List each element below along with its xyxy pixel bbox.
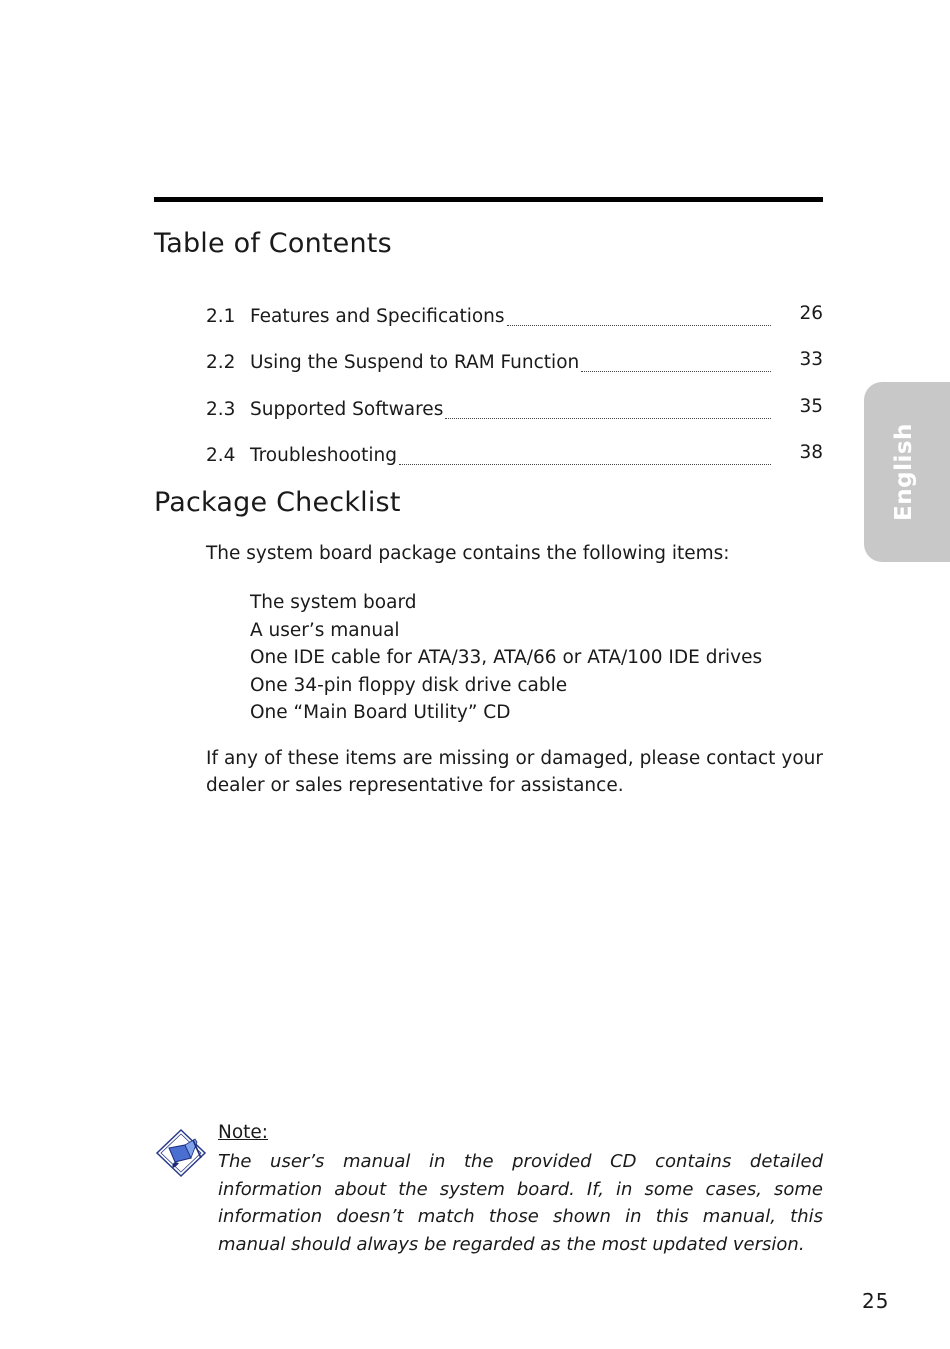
toc-entry-page: 38 (799, 442, 823, 464)
top-rule (154, 197, 823, 202)
toc-entry-page: 35 (799, 395, 823, 417)
toc-dot-leader (399, 464, 771, 465)
toc-entry-label: Features and Specifications (250, 305, 505, 327)
toc-entry-number: 2.2 (206, 352, 236, 374)
toc-entry-number: 2.1 (206, 305, 236, 327)
checklist-items (250, 589, 762, 727)
note-body: The user’s manual in the provided CD contains detailed information about the system board. If, in some cases, some information doesn’t match those shown in this manual, this manual should always be regarded as the most updated version. (218, 1151, 823, 1255)
note-title: Note: (218, 1122, 269, 1143)
checklist-closing: If any of these items are missing or damaged, please contact your dealer or sales representative for assistance. (206, 748, 823, 796)
toc-entry-number: 2.3 (206, 398, 236, 420)
toc-entry[interactable] (206, 340, 823, 387)
list-item: A user’s manual (250, 619, 400, 641)
toc-entry[interactable] (206, 386, 823, 433)
toc-entry[interactable] (206, 433, 823, 480)
toc-entry-page: 26 (799, 302, 823, 324)
table-of-contents (206, 293, 823, 479)
toc-dot-leader (507, 325, 771, 326)
note-pencil-icon (155, 1128, 207, 1178)
toc-entry-page: 33 (799, 349, 823, 371)
checklist-intro: The system board package contains the following items: (206, 543, 730, 564)
toc-entry-label: Troubleshooting (250, 445, 397, 467)
list-item: One “Main Board Utility” CD (250, 702, 511, 723)
list-item: The system board (250, 592, 417, 613)
list-item: One IDE cable for ATA/33, ATA/66 or ATA/100 IDE drives (250, 647, 763, 668)
toc-entry-label: Supported Softwares (250, 398, 444, 420)
toc-title: Table of Contents (154, 228, 392, 259)
toc-entry-number: 2.4 (206, 445, 236, 467)
language-tab-label: English (891, 423, 917, 521)
page-number: 25 (862, 1289, 890, 1313)
toc-dot-leader (581, 371, 771, 372)
package-checklist-title: Package Checklist (154, 487, 401, 518)
list-item: One 34-pin floppy disk drive cable (250, 674, 568, 696)
toc-dot-leader (445, 418, 771, 419)
toc-entry-label: Using the Suspend to RAM Function (250, 352, 580, 374)
toc-entry[interactable] (206, 293, 823, 340)
